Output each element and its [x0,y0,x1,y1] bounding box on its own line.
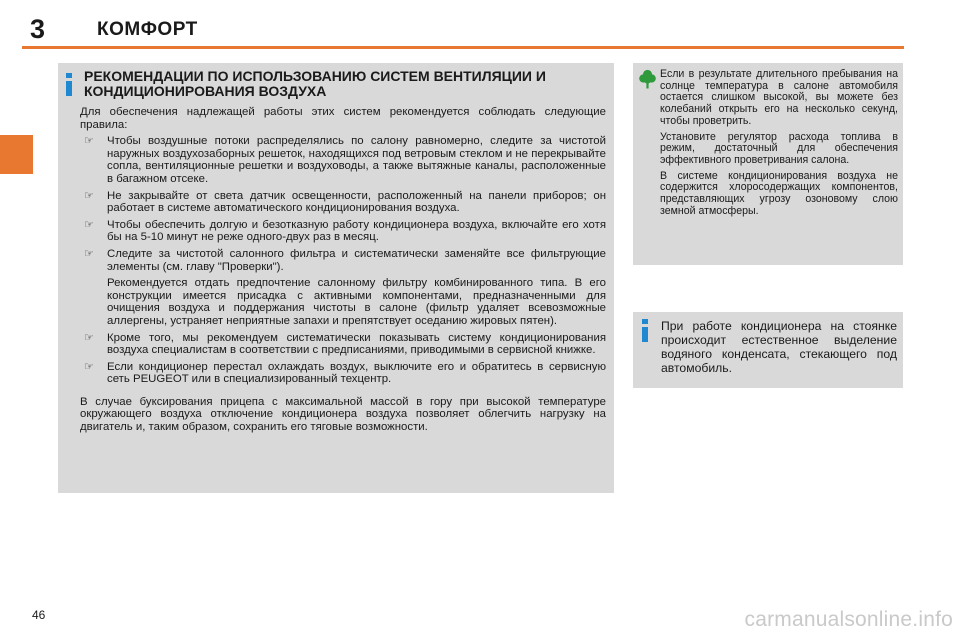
page-number: 46 [32,608,46,622]
list-item: ☞ Кроме того, мы рекомендуем систематически показывать систему кондиционирования воздуха специалистам в соответствии с предписаниями, приводимыми в сервисной книжке. [84,331,606,357]
pointing-hand-icon: ☞ [84,360,94,373]
pointing-hand-icon: ☞ [84,218,94,231]
eco-paragraph: В системе кондиционирования воздуха не содержится хлоросодержащих компонентов, представляющих угрозу озоновому слою земной атмосферы. [660,169,898,217]
pointing-hand-icon: ☞ [84,135,94,148]
eco-tip-panel [633,63,903,265]
watermark: carmanualsonline.info [744,608,953,631]
intro-text: Для обеспечения надлежащей работы этих систем рекомендуется соблюдать следующие правила: [80,106,606,131]
recommendation-list [80,135,606,386]
eco-paragraph: Если в результате длительного пребывания на солнце температура в салоне автомобиля остается слишком высокой, вы можете без колебаний открыть его на несколько секунд, чтобы проветрить. [660,68,898,127]
chapter-title: КОМФОРТ [97,19,198,40]
condensation-info-panel [633,312,903,388]
recommendations-panel [58,63,614,493]
towing-note: В случае буксирования прицепа с максимальной массой в гору при высокой температуре окружающего воздуха отключение кондиционера воздуха позволяет облегчить нагрузку на двигатель и, таким образом, сохранить его тяговые возможности. [80,395,606,434]
list-item: ☞ Чтобы обеспечить долгую и безотказную работу кондиционера воздуха, включайте его хотя бы на 5-10 минут не реже одного-двух раз в месяц. [84,218,606,244]
pointing-hand-icon: ☞ [84,189,94,202]
chapter-side-tab [0,135,33,174]
list-item: ☞ Если кондиционер перестал охлаждать воздух, выключите его и обратитесь в сервисную сеть PEUGEOT или в специализированный техцентр. [84,360,606,386]
condensation-text: При работе кондиционера на стоянке происходит естественное выделение водяного конденсата, стекающего под автомобиль. [661,319,897,375]
eco-tip-body [660,69,898,221]
header-rule [22,46,904,49]
list-item: ☞ Следите за чистотой салонного фильтра и систематически заменяйте все фильтрующие элементы (см. главу "Проверки"). Рекомендуется отдать предпочтение салонному фильтру комбинированного типа. В его конструкции имеется присадка с активными компонентами, предназначенными для очищения воздуха и поддержания чистоты в салоне (фильтр удаляет всевозможные аллергены, устраняет неприятные запахи и препятствует оседанию жировых пятен). [84,247,606,327]
tree-icon [639,69,656,89]
eco-paragraph: Установите регулятор расхода топлива в режим, достаточный для обеспечения эффективного проветривания салона. [660,130,898,166]
pointing-hand-icon: ☞ [84,331,94,344]
list-item: ☞ Не закрывайте от света датчик освещенности, расположенный на панели приборов; он работает в системе автоматического кондиционирования воздуха. [84,189,606,215]
filter-note: Рекомендуется отдать предпочтение салонному фильтру комбинированного типа. В его конструкции имеется присадка с активными компонентами, предназначенными для очищения воздуха и поддержания чистоты в салоне (фильтр удаляет всевозможные аллергены, устраняет неприятные запахи и препятствует оседанию жировых пятен). [107,277,606,327]
recommendations-body [80,106,606,434]
chapter-number: 3 [30,14,46,44]
list-item: ☞ Чтобы воздушные потоки распределялись по салону равномерно, следите за чистотой наружных воздухозаборных решеток, находящихся под ветровым стеклом и не перекрывайте сопла, вентиляционные решетки и воздуховоды, а также вытяжные каналы, расположенные в багажном отсеке. [84,135,606,185]
pointing-hand-icon: ☞ [84,247,94,260]
section-heading: РЕКОМЕНДАЦИИ ПО ИСПОЛЬЗОВАНИЮ СИСТЕМ ВЕНТИЛЯЦИИ И КОНДИЦИОНИРОВАНИЯ ВОЗДУХА [84,68,546,99]
